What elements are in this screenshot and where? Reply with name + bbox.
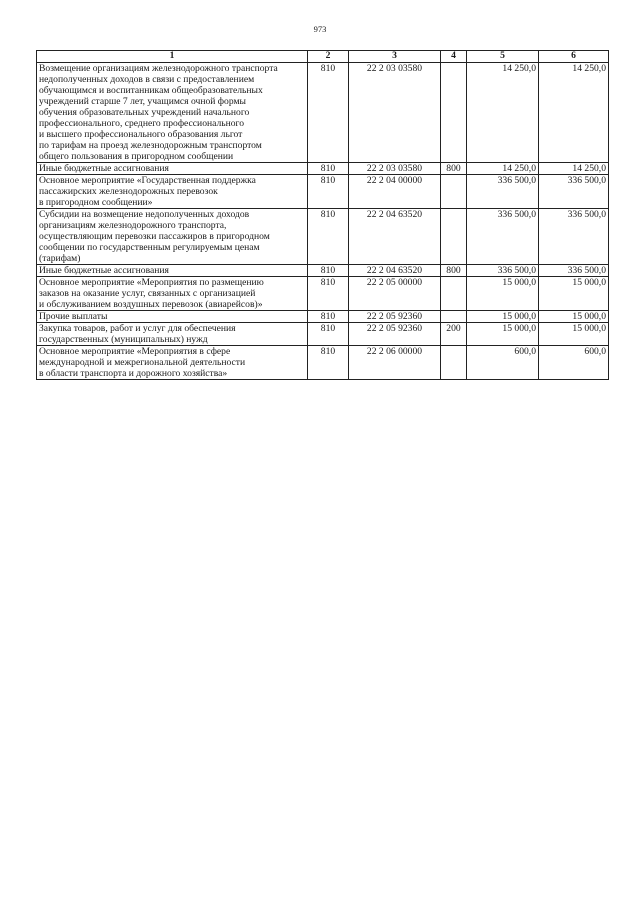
cell-ministry: 810 <box>308 63 349 163</box>
cell-sum1: 15 000,0 <box>467 323 539 346</box>
cell-sum1: 336 500,0 <box>467 265 539 277</box>
cell-type: 200 <box>441 323 467 346</box>
cell-ministry: 810 <box>308 163 349 175</box>
cell-ministry: 810 <box>308 175 349 209</box>
cell-csr: 22 2 03 03580 <box>349 163 441 175</box>
cell-csr: 22 2 06 00000 <box>349 346 441 380</box>
cell-sum1: 600,0 <box>467 346 539 380</box>
cell-type <box>441 346 467 380</box>
cell-sum2: 336 500,0 <box>539 265 609 277</box>
cell-name: Основное мероприятие «Государственная поддержка пассажирских железнодорожных перевозок в пригородном сообщении» <box>37 175 308 209</box>
cell-name: Возмещение организациям железнодорожного транспорта недополученных доходов в связи с предоставлением обучающимся и воспитанникам общеобразовательных учреждений старше 7 лет, учащимся очной формы обучения образовательных учреждений начального профессионального, среднего профессионального и высшего профессионального образования льгот по тарифам на проезд железнодорожным транспортом общего пользования в пригородном сообщении <box>37 63 308 163</box>
cell-sum1: 15 000,0 <box>467 311 539 323</box>
cell-csr: 22 2 04 00000 <box>349 175 441 209</box>
header-cell-sum2: 6 <box>539 51 609 63</box>
header-cell-type: 4 <box>441 51 467 63</box>
cell-sum2: 15 000,0 <box>539 323 609 346</box>
table-row <box>37 346 609 380</box>
cell-sum2: 15 000,0 <box>539 311 609 323</box>
cell-csr: 22 2 05 92360 <box>349 323 441 346</box>
cell-sum2: 336 500,0 <box>539 175 609 209</box>
header-row <box>37 51 609 63</box>
cell-name: Прочие выплаты <box>37 311 308 323</box>
cell-type: 800 <box>441 265 467 277</box>
cell-name: Субсидии на возмещение недополученных доходов организациям железнодорожного транспорта, осуществляющим перевозки пассажиров в пригородном сообщении по государственным регулируемым ценам (тарифам) <box>37 209 308 265</box>
cell-csr: 22 2 03 03580 <box>349 63 441 163</box>
budget-table <box>36 50 609 380</box>
cell-csr: 22 2 04 63520 <box>349 209 441 265</box>
cell-sum1: 336 500,0 <box>467 175 539 209</box>
cell-sum2: 15 000,0 <box>539 277 609 311</box>
cell-type <box>441 311 467 323</box>
cell-csr: 22 2 05 00000 <box>349 277 441 311</box>
cell-name: Закупка товаров, работ и услуг для обеспечения государственных (муниципальных) нужд <box>37 323 308 346</box>
table-row <box>37 163 609 175</box>
cell-sum2: 600,0 <box>539 346 609 380</box>
cell-name: Иные бюджетные ассигнования <box>37 265 308 277</box>
table-row <box>37 175 609 209</box>
cell-ministry: 810 <box>308 311 349 323</box>
cell-sum2: 14 250,0 <box>539 163 609 175</box>
cell-sum1: 14 250,0 <box>467 63 539 163</box>
cell-sum2: 336 500,0 <box>539 209 609 265</box>
header-cell-ministry: 2 <box>308 51 349 63</box>
header-cell-sum1: 5 <box>467 51 539 63</box>
cell-type <box>441 63 467 163</box>
cell-type <box>441 277 467 311</box>
table-row <box>37 265 609 277</box>
cell-type <box>441 175 467 209</box>
cell-ministry: 810 <box>308 265 349 277</box>
header-cell-name: 1 <box>37 51 308 63</box>
table-row <box>37 323 609 346</box>
cell-sum1: 15 000,0 <box>467 277 539 311</box>
page-number: 973 <box>313 24 327 34</box>
cell-name: Иные бюджетные ассигнования <box>37 163 308 175</box>
cell-ministry: 810 <box>308 346 349 380</box>
cell-csr: 22 2 05 92360 <box>349 311 441 323</box>
table-row <box>37 277 609 311</box>
cell-ministry: 810 <box>308 209 349 265</box>
cell-type: 800 <box>441 163 467 175</box>
cell-ministry: 810 <box>308 323 349 346</box>
cell-csr: 22 2 04 63520 <box>349 265 441 277</box>
cell-ministry: 810 <box>308 277 349 311</box>
cell-type <box>441 209 467 265</box>
table-row <box>37 311 609 323</box>
table-row <box>37 209 609 265</box>
cell-name: Основное мероприятие «Мероприятия в сфере международной и межрегиональной деятельности в области транспорта и дорожного хозяйства» <box>37 346 308 380</box>
cell-sum2: 14 250,0 <box>539 63 609 163</box>
header-cell-csr: 3 <box>349 51 441 63</box>
table-row <box>37 63 609 163</box>
cell-sum1: 336 500,0 <box>467 209 539 265</box>
cell-name: Основное мероприятие «Мероприятия по размещению заказов на оказание услуг, связанных с организацией и обслуживанием воздушных перевозок (авиарейсов)» <box>37 277 308 311</box>
cell-sum1: 14 250,0 <box>467 163 539 175</box>
